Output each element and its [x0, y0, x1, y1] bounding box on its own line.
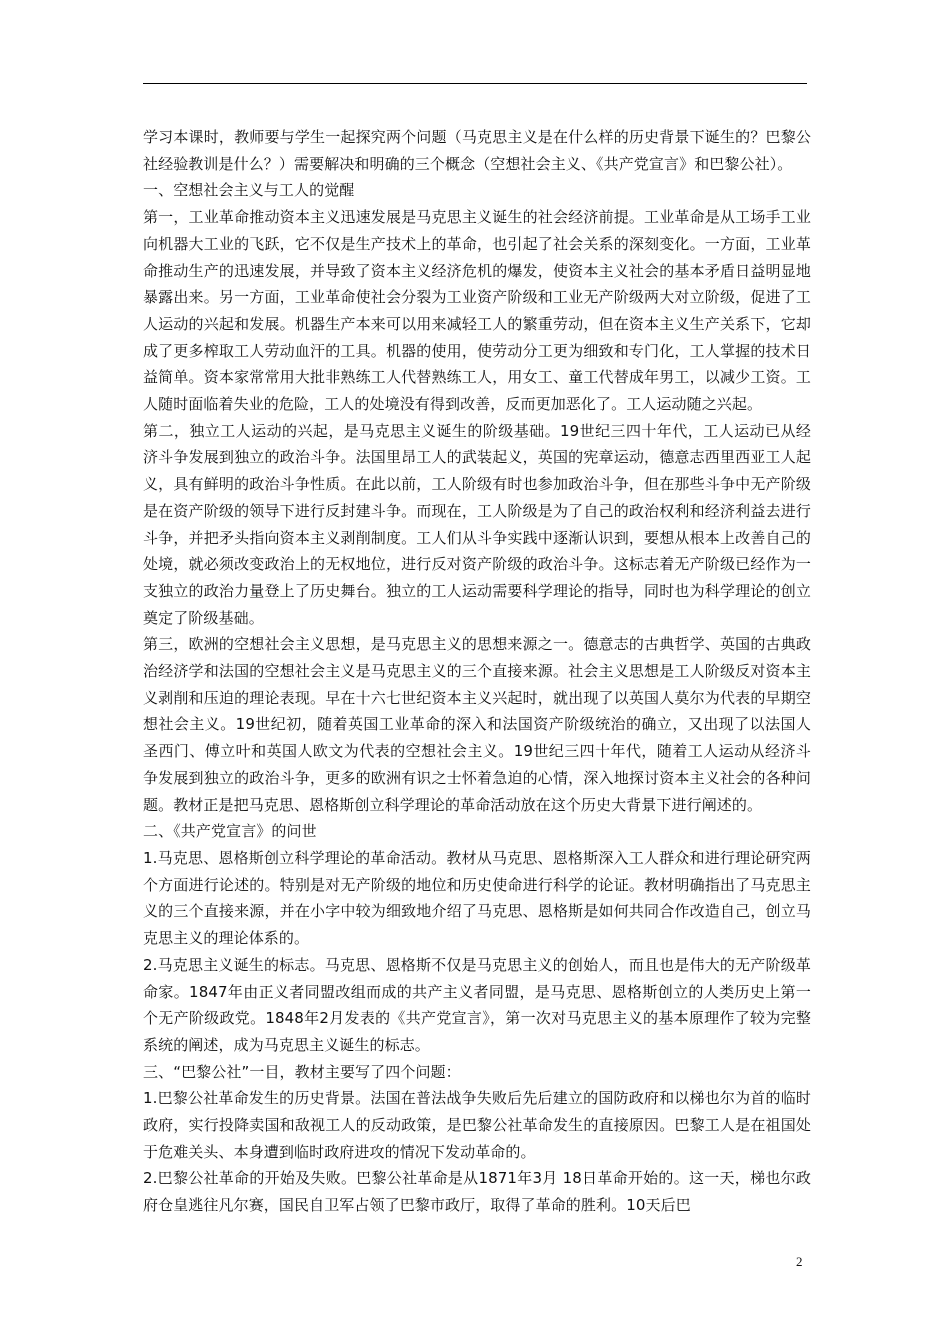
- intro-paragraph: 学习本课时，教师要与学生一起探究两个问题（马克思主义是在什么样的历史背景下诞生的？巴黎公社经验教训是什么？）需要解决和明确的三个概念（空想社会主义、《共产党宣言》和巴黎公社）。: [143, 128, 811, 173]
- page-number: 2: [796, 1254, 803, 1269]
- body-paragraph: 第一，工业革命推动资本主义迅速发展是马克思主义诞生的社会经济前提。工业革命是从工场手工业向机器大工业的飞跃，它不仅是生产技术上的革命，也引起了社会关系的深刻变化。一方面，工业革命推动生产的迅速发展，并导致了资本主义经济危机的爆发，使资本主义社会的基本矛盾日益明显地暴露出来。另一方面，工业革命使社会分裂为工业资产阶级和工业无产阶级两大对立阶级，促进了工人运动的兴起和发展。机器生产本来可以用来减轻工人的繁重劳动，但在资本主义生产关系下，它却成了更多榨取工人劳动血汗的工具。机器的使用，使劳动分工更为细致和专门化，工人掌握的技术日益简单。资本家常常用大批非熟练工人代替熟练工人，用女工、童工代替成年男工，以减少工资。工人随时面临着失业的危险，工人的处境没有得到改善，反而更加恶化了。工人运动随之兴起。: [143, 208, 811, 414]
- section-heading-2: 二、《共产党宣言》的问世: [143, 822, 317, 841]
- section-heading-1: 一、空想社会主义与工人的觉醒: [143, 181, 355, 200]
- body-paragraph: 第三，欧洲的空想社会主义思想，是马克思主义的思想来源之一。德意志的古典哲学、英国的古典政治经济学和法国的空想社会主义是马克思主义的三个直接来源。社会主义思想是工人阶级反对资本主义剥削和压迫的理论表现。早在十六七世纪资本主义兴起时，就出现了以英国人莫尔为代表的早期空想社会主义。19世纪初，随着英国工业革命的深入和法国资产阶级统治的确立，又出现了以法国人圣西门、傅立叶和英国人欧文为代表的空想社会主义。19世纪三四十年代，随着工人运动从经济斗争发展到独立的政治斗争，更多的欧洲有识之士怀着急迫的心情，深入地探讨资本主义社会的各种问题。教材正是把马克思、恩格斯创立科学理论的革命活动放在这个历史大背景下进行阐述的。: [143, 635, 811, 814]
- body-paragraph: 1.马克思、恩格斯创立科学理论的革命活动。教材从马克思、恩格斯深入工人群众和进行理论研究两个方面进行论述的。特别是对无产阶级的地位和历史使命进行科学的论证。教材明确指出了马克思主义的三个直接来源，并在小字中较为细致地介绍了马克思、恩格斯是如何共同合作改造自己，创立马克思主义的理论体系的。: [143, 848, 811, 948]
- section-heading-3: 三、“巴黎公社”一目，教材主要写了四个问题：: [143, 1062, 461, 1081]
- body-paragraph: 第二，独立工人运动的兴起，是马克思主义诞生的阶级基础。19世纪三四十年代，工人运动已从经济斗争发展到独立的政治斗争。法国里昂工人的武装起义，英国的宪章运动，德意志西里西亚工人起义，具有鲜明的政治斗争性质。在此以前，工人阶级有时也参加政治斗争，但在那些斗争中无产阶级是在资产阶级的领导下进行反封建斗争。而现在，工人阶级是为了自己的政治权利和经济利益去进行斗争，并把矛头指向资本主义剥削制度。工人们从斗争实践中逐渐认识到，要想从根本上改善自己的处境，就必须改变政治上的无权地位，进行反对资产阶级的政治斗争。这标志着无产阶级已经作为一支独立的政治力量登上了历史舞台。独立的工人运动需要科学理论的指导，同时也为科学理论的创立奠定了阶级基础。: [143, 421, 811, 627]
- body-paragraph: 2.马克思主义诞生的标志。马克思、恩格斯不仅是马克思主义的创始人，而且也是伟大的无产阶级革命家。1847年由正义者同盟改组而成的共产主义者同盟，是马克思、恩格斯创立的人类历史上第一个无产阶级政党。1848年2月发表的《共产党宣言》，第一次对马克思主义的基本原理作了较为完整系统的阐述，成为马克思主义诞生的标志。: [143, 955, 811, 1054]
- header-rule: [143, 83, 807, 84]
- page-body: [143, 124, 811, 1219]
- body-paragraph: 1.巴黎公社革命发生的历史背景。法国在普法战争失败后先后建立的国防政府和以梯也尔为首的临时政府，实行投降卖国和敌视工人的反动政策，是巴黎公社革命发生的直接原因。巴黎工人是在祖国处于危难关头、本身遭到临时政府进攻的情况下发动革命的。: [143, 1089, 811, 1161]
- body-paragraph: 2.巴黎公社革命的开始及失败。巴黎公社革命是从1871年3月 18日革命开始的。这一天，梯也尔政府仓皇逃往凡尔赛，国民自卫军占领了巴黎市政厅，取得了革命的胜利。10天后巴: [143, 1169, 811, 1215]
